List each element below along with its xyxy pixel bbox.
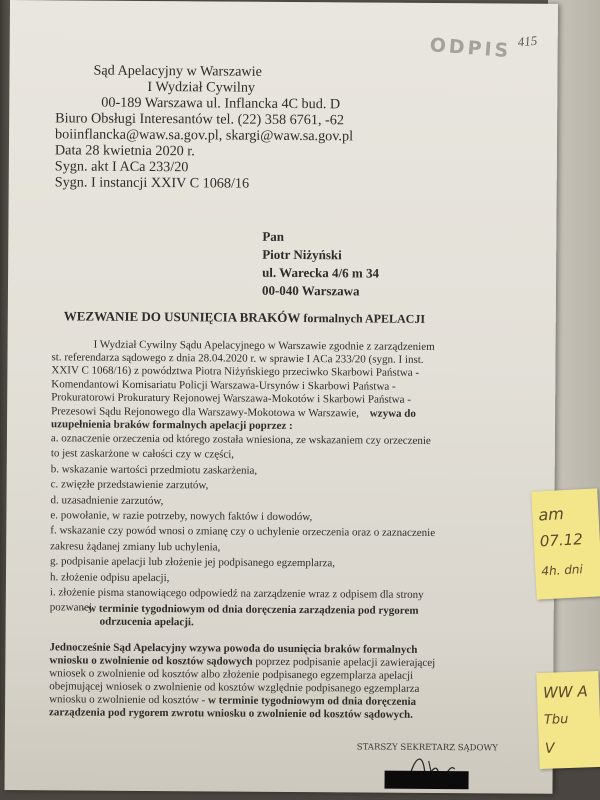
intro-summons-start: wzywa do	[369, 407, 416, 420]
deadline-line-2: odrzucenia apelacji.	[99, 615, 194, 629]
court-division: I Wydział Cywilny	[147, 78, 256, 96]
list-item: a. oznaczenie orzeczenia od którego została wniesiona, ze wskazaniem czy orzeczenie	[50, 432, 431, 447]
document-page	[4, 0, 558, 794]
signature-title: STARSZY SEKRETARZ SĄDOWY	[356, 742, 498, 754]
sticky-note-2-line: V	[544, 740, 555, 757]
list-item: i. złożenie pisma stanowiącego odpowiedź na zarządzenie wraz z odpisem dla strony	[49, 586, 424, 601]
court-emails: boiinflancka@waw.sa.gov.pl, skargi@waw.sa.gov.pl	[55, 126, 354, 145]
sticky-note-1	[531, 488, 600, 599]
second-para-line-1: Jednocześnie Sąd Apelacyjny wzywa powoda do usunięcia braków formalnych	[49, 641, 418, 656]
intro-line-1: I Wydział Cywilny Sądu Apelacyjnego w Warszawie zgodnie z zarządzeniem	[93, 338, 435, 353]
recipient-city: 00-040 Warszawa	[261, 282, 360, 299]
list-item: b. wskazanie wartości przedmiotu zaskarżenia,	[50, 463, 258, 477]
sticky-note-2-line: Tbu	[543, 712, 569, 728]
list-item: to jest zaskarżone w całości czy w części,	[50, 447, 235, 461]
case-signature: Sygn. akt I ACa 233/20	[54, 158, 189, 176]
second-para-bold: wniosku o zwolnienie od kosztów sądowych	[49, 654, 253, 668]
list-item: e. powołanie, w razie potrzeby, nowych faktów i dowodów,	[50, 509, 313, 524]
sticky-note-1-line: 4h. dni	[541, 562, 584, 579]
list-item: zakresu żądanej zmiany lub uchylenia,	[50, 540, 221, 554]
court-phone: Biuro Obsługi Interesantów tel. (22) 358 6761, -62	[55, 110, 345, 129]
copy-stamp: ODPIS	[428, 34, 513, 63]
list-item: f. wskazanie czy powód wnosi o zmianę czy o uchylenie orzeczenia oraz o zaznaczenie	[50, 524, 436, 540]
intro-line-4: Komendantowi Komisariatu Policji Warszawa-Ursynów i Skarbowi Państwa -	[51, 378, 396, 393]
second-para-line-3: wniosek o zwolnienie od kosztów albo złożenie podpisanego egzemplarza apelacji	[49, 667, 414, 682]
intro-summons-line: uzupełnienia braków formalnych apelacji poprzez :	[50, 418, 293, 432]
court-address: 00-189 Warszawa ul. Inflancka 4C bud. D	[101, 94, 341, 113]
list-item: g. podpisanie apelacji lub złożenie jej podpisanego egzemplarza,	[50, 555, 336, 570]
second-para-rest: poprzez podpisanie apelacji zawierającej	[255, 655, 436, 669]
list-item: c. zwięzłe przedstawienie zarzutów,	[50, 478, 209, 492]
sticky-note-2-line: WW A	[542, 682, 589, 702]
intro-line-2: st. referendarza sądowego z dnia 28.04.2020 r. w sprawie I ACa 233/20 (sygn. I inst.	[51, 351, 424, 366]
document-title-sub: formalnych APELACJI	[303, 311, 426, 326]
deadline-line-1: - w terminie tygodniowym od dnia doręczenia zarządzenia pod rygorem	[81, 602, 419, 617]
page-number-handwritten: 415	[516, 32, 538, 50]
intro-line-3: XXIV C 1068/16) z powództwa Piotra Niżyńskiego przeciwko Skarbowi Państwa -	[51, 364, 420, 379]
document-title-main: WEZWANIE DO USUNIĘCIA BRAKÓW	[63, 308, 301, 326]
letter-date: Data 28 kwietnia 2020 r.	[54, 142, 195, 160]
recipient-salutation: Pan	[262, 228, 285, 244]
second-para-line-6: zarządzenia pod rygorem zwrotu wniosku o zwolnienie od kosztów sądowych.	[48, 706, 413, 721]
intro-line-5: Prokuratorowi Prokuratury Rejonowej Warszawa-Mokotów i Skarbowi Państwa -	[51, 391, 411, 406]
list-item: d. uzasadnienie zarzutów,	[50, 493, 164, 507]
sticky-note-1-line: am	[537, 504, 565, 525]
recipient-name: Piotr Niżyński	[262, 246, 342, 263]
second-para-l5-bold: - w terminie tygodniowym od dnia doręczenia	[201, 694, 417, 708]
redaction-bar	[385, 771, 469, 790]
second-para-line-4: obejmującej wniosek o zwolnienie od kosztów względnie podpisanego egzemplarza	[49, 680, 420, 695]
list-item: pozwanej	[49, 601, 92, 615]
second-para-l5-normal: wniosku o zwolnienie od kosztów	[49, 693, 199, 707]
first-instance-signature: Sygn. I instancji XXIV C 1068/16	[54, 174, 250, 192]
intro-line-6-text: Prezesowi Sądu Rejonowego dla Warszawy-Mokotowa w Warszawie,	[51, 405, 360, 420]
document-title	[64, 308, 425, 327]
deficiency-list	[50, 431, 436, 619]
recipient-street: ul. Warecka 4/6 m 34	[262, 264, 380, 281]
court-name: Sąd Apelacyjny w Warszawie	[93, 62, 262, 80]
list-item: h. złożenie odpisu apelacji,	[49, 570, 170, 584]
sticky-note-1-line: 07.12	[539, 530, 584, 551]
sticky-note-2	[536, 671, 600, 769]
